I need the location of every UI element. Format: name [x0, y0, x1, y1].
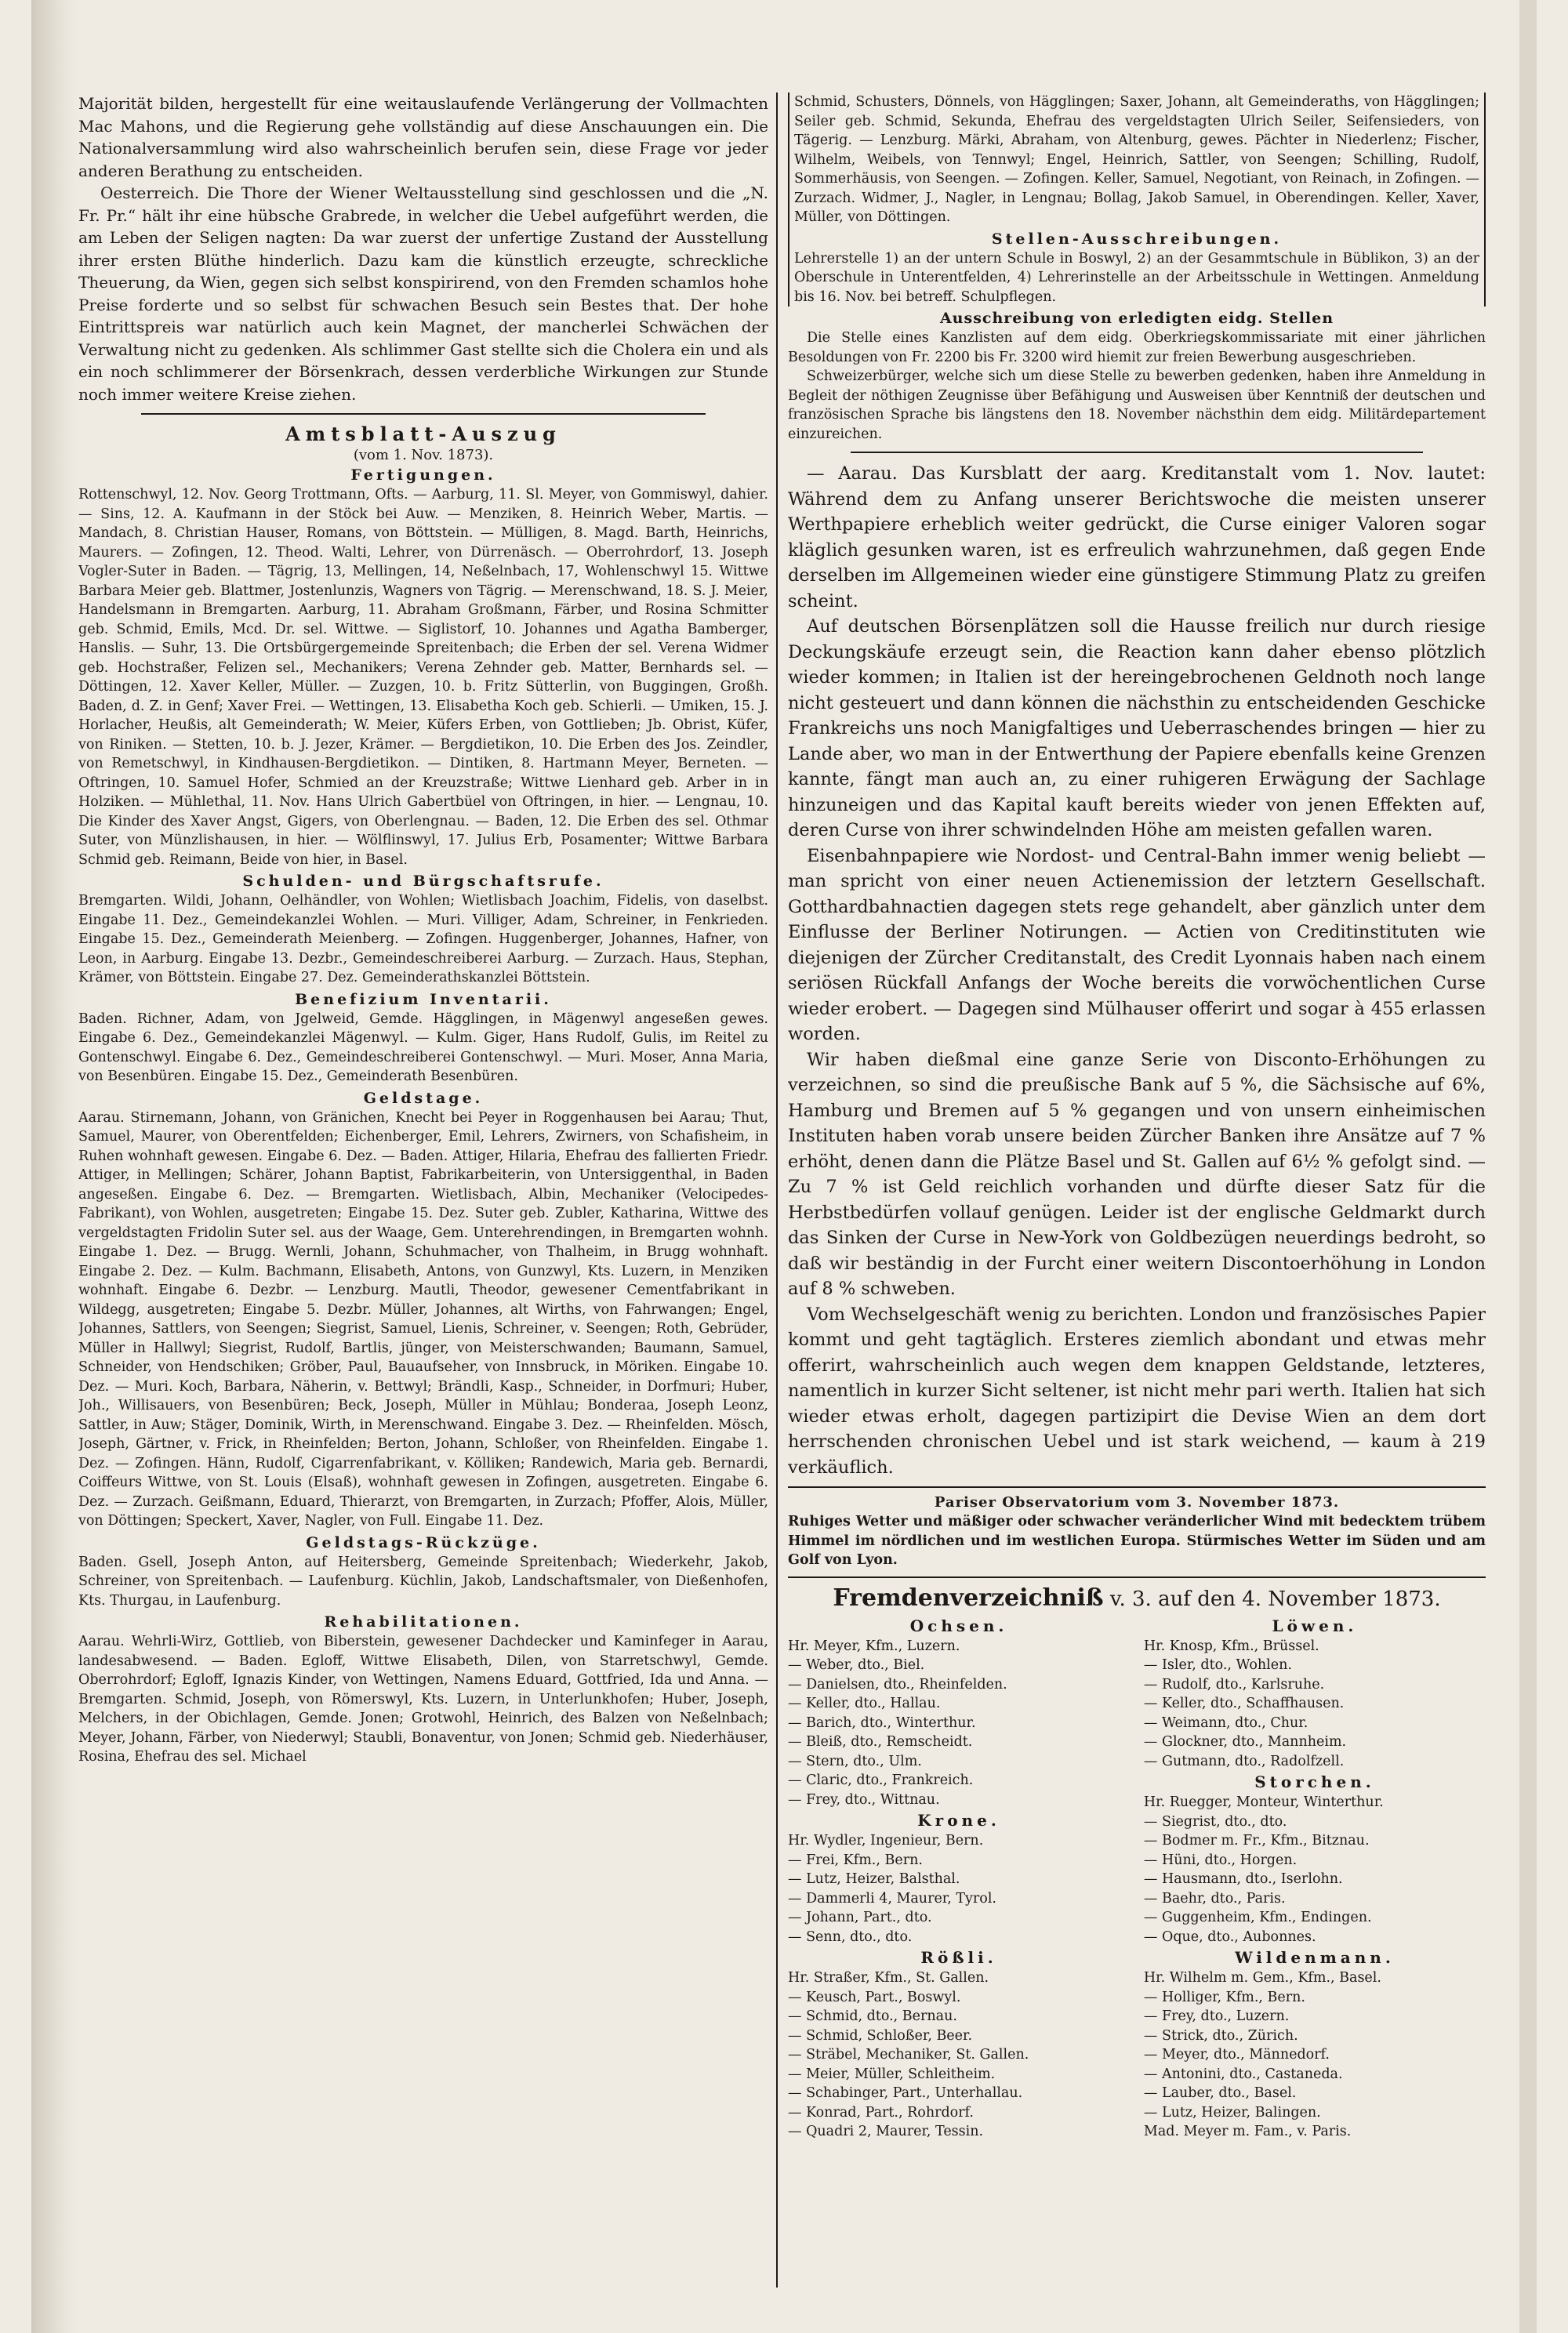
guest-entry: — Lauber, dto., Basel.: [1143, 2085, 1297, 2101]
hotel-loewen: [1144, 1616, 1486, 1772]
stellen-text: Lehrerstelle 1) an der untern Schule in Boswyl, 2) an der Gesammtschule in Büblikon, 3) an der Oberschule in Unterentfelden, 4) Lehrerinstelle an der Arbeitsschule in Wettingen. Anmeldung bis 16. Nov. bei betreff. Schulpflegen.: [794, 250, 1479, 305]
schulden-text: Bremgarten. Wildi, Johann, Oelhändler, von Wohlen; Wietlisbach Joachim, Fidelis, von daselbst. Eingabe 11. Dez., Gemeindekanzlei Wohlen. — Muri. Villiger, Adam, Schreiner, in Fenkrieden. Eingabe 15. Dez., Gemeinderath Meienberg. — Zofingen. Huggenberger, Johannes, Hafner, von Leon, in Aarburg. Eingabe 13. Dezbr., Gemeindeschreiberei Aarburg. — Zurzach. Haus, Stephan, Krämer, von Böttstein. Eingabe 27. Dez. Gemeinderathskanzlei Böttstein.: [78, 893, 768, 985]
guest-entry: — Baehr, dto., Paris.: [1143, 1890, 1286, 1907]
guest-entry: — Senn, dto., dto.: [788, 1928, 913, 1945]
benefizium-text: Baden. Richner, Adam, von Jgelweid, Gemde. Hägglingen, in Mägenwyl angeseßen gewes. Eingabe 6. Dez., Gemeindekanzlei Mägenwyl. — Kulm. Giger, Hans Rudolf, Gulis, im Reitel zu Gontenschwyl. Eingabe 6. Dez., Gemeindeschreiberei Gontenschwyl. — Muri. Moser, Anna Maria, von Besenbüren. Eingabe 15. Dez., Gemeinderath Besenbüren.: [78, 1010, 768, 1084]
guest-entry: Mad. Meyer m. Fam., v. Paris.: [1143, 2124, 1352, 2139]
guest-entry: — Holliger, Kfm., Bern.: [1143, 1989, 1305, 2005]
eidg-stellen-heading: Ausschreibung von erledigten eidg. Stellen: [939, 310, 1334, 327]
guest-entry: — Gutmann, dto., Radolfzell.: [1143, 1753, 1345, 1769]
guest-entry: — Siegrist, dto., dto.: [1143, 1813, 1287, 1830]
hotel-ochsen: [788, 1616, 1130, 1810]
hotel-roessli: [788, 1948, 1130, 2142]
rehabilitationen-heading: Rehabilitationen.: [324, 1613, 523, 1631]
guest-entry: — Bleiß, dto., Remscheidt.: [788, 1734, 973, 1750]
guest-entry: — Strick, dto., Zürich.: [1143, 2027, 1298, 2044]
fremdenverzeichnis-title: [788, 1584, 1486, 1612]
guest-entry: — Danielsen, dto., Rheinfelden.: [788, 1676, 1007, 1693]
geldstage-text: Aarau. Stirnemann, Johann, von Gränichen, Knecht bei Peyer in Roggenhausen bei Aarau; Thut, Samuel, Maurer, von Oberentfelden; Eichenberger, Emil, Lehrers, Zwirners, von Schafisheim, in Ruhen wohnhaft gewesen. Eingabe 6. Dez. — Baden. Attiger, Hilaria, Ehefrau des fallierten Friedr. Attiger, in Mellingen; Schärer, Johann Baptist, Fabrikarbeiterin, von Untersiggenthal, in Baden angeseßen. Eingabe 6. Dez. — Bremgarten. Wietlisbach, Albin, Mechaniker (Velocipedes-Fabrikant), von Wohlen, ausgetreten; Eingabe 15. Dez. Suter geb. Zubler, Katharina, Wittwe des vergeldstagten Fridolin Suter sel. aus der Waage, Gem. Unterehrendingen, in Bremgarten wohnh. Eingabe 1. Dez. — Brugg. Wernli, Johann, Schuhmacher, von Thalheim, in Brugg wohnhaft. Eingabe 2. Dez. — Kulm. Bachmann, Elisabeth, Antons, von Gunzwyl, Kts. Luzern, in Menziken wohnhaft. Eingabe 6. Dezbr. — Lenzburg. Mautli, Theodor, gewesener Cementfabrikant in Wildegg, ausgetreten; Eingabe 5. Dezbr. Müller, Johannes, alt Wirths, von Fahrwangen; Engel, Johannes, Sattlers, von Seengen; Siegrist, Samuel, Lienis, Schreiner, v. Seengen; Roth, Gebrüder, Müller in Hallwyl; Siegrist, Rudolf, Bartlis, jünger, von Meisterschwanden; Baumann, Samuel, Schneider, von Hendschiken; Gröber, Paul, Bauaufseher, von Innsbruck, in Möriken. Eingabe 10. Dez. — Muri. Koch, Barbara, Näherin, v. Bettwyl; Brändli, Kasp., Schneider, in Dorfmuri; Huber, Joh., Willisauers, von Besenbüren; Beck, Joseph, Müller in Mühlau; Bonderaa, Joseph Leonz, Sattler, in Auw; Stäger, Dominik, Wirth, in Merenschwand. Eingabe 3. Dez. — Rheinfelden. Mösch, Joseph, Gärtner, v. Frick, in Rheinfelden; Berton, Johann, Schloßer, von Rheinfelden. Eingabe 1. Dez. — Zofingen. Hänn, Rudolf, Cigarrenfabrikant, v. Kölliken; Randewich, Maria geb. Bernardi, Coiffeurs Wittwe, von St. Louis (Elsaß), wohnhaft gewesen in Zofingen, ausgetreten. Eingabe 6. Dez. — Zurzach. Geißmann, Eduard, Thierarzt, von Bremgarten, in Zurzach; Pfoffer, Alois, Müller, von Döttingen; Speckert, Xaver, Nagler, von Full. Eingabe 11. Dez.: [78, 1109, 768, 1529]
stellen-heading: Stellen-Ausschreibungen.: [991, 230, 1283, 248]
guest-entry: — Frey, dto., Wittnau.: [788, 1791, 940, 1808]
rueckzuege-text: Baden. Gsell, Joseph Anton, auf Heitersberg, Gemeinde Spreitenbach; Wiederkehr, Jakob, Schreiner, von Spreitenbach. — Laufenburg. Küchlin, Jakob, Landschaftsmaler, von Dießenhofen, Kts. Thurgau, in Laufenburg.: [78, 1554, 768, 1609]
guest-entry: — Isler, dto., Wohlen.: [1143, 1657, 1292, 1673]
hotel-name: Löwen.: [1272, 1616, 1358, 1635]
guest-entry: — Schmid, Schloßer, Beer.: [788, 2027, 973, 2044]
guest-entry: — Lutz, Heizer, Balsthal.: [788, 1871, 960, 1887]
guest-list-right: [1144, 1615, 1486, 2142]
hotel-name: Wildenmann.: [1235, 1948, 1395, 1967]
fremdenverzeichnis-date: v. 3. auf den 4. November 1873.: [1103, 1587, 1441, 1611]
hotel-name: Storchen.: [1254, 1772, 1375, 1791]
guest-entry: — Frei, Kfm., Bern.: [788, 1852, 923, 1868]
intro-paragraph: Majorität bilden, hergestellt für eine weitauslaufende Verlängerung der Vollmachten Mac Mahons, und die Regierung gehe vollständig auf diese Anschauungen ein. Die Nationalversammlung wird also wahrscheinlich berufen sein, diese Frage vor jeder anderen Berathung zu entscheiden.: [78, 94, 768, 180]
guest-entry: — Keller, dto., Hallau.: [788, 1696, 941, 1711]
guest-entry: — Claric, dto., Frankreich.: [788, 1772, 974, 1788]
rehabilitationen-text: Aarau. Wehrli-Wirz, Gottlieb, von Biberstein, gewesener Dachdecker und Kaminfeger in Aarau, landesabwesend. — Baden. Egloff, Wittwe Elisabeth, Dilen, von Starretschwyl, Gemde. Oberrohrdorf; Egloff, Ignazis Kinder, von Wettingen, Namens Eduard, Gottfried, Ida und Anna. — Bremgarten. Schmid, Joseph, von Römerswyl, Kts. Luzern, in Unterlunkhofen; Huber, Joseph, Melchers, in der Obichlagen, Gemde. Jonen; Grotwohl, Heinrich, des Balzen von Neßelnbach; Meyer, Johann, Färber, von Niederwyl; Staubli, Bonaventur, von Jonen; Schmid geb. Niederhäuser, Rosina, Ehefrau des sel. Michael: [78, 1634, 768, 1765]
kursblatt-paragraph-5: Vom Wechselgeschäft wenig zu berichten. London und französisches Papier kommt und geht tagtäglich. Ersteres ziemlich abondant und etwas mehr offerirt, wahrscheinlich auch wegen dem knappen Geldstande, letzteres, namentlich in kurzer Sicht seltener, ist nicht mehr pari werth. Italien hat sich wieder etwas erholt, dagegen partizipirt die Devise Wien an dem dort herrschenden chronischen Uebel und ist stark weichend, — kaum à 219 verkäuflich.: [788, 1304, 1486, 1478]
guest-entry: Hr. Wilhelm m. Gem., Kfm., Basel.: [1143, 1970, 1381, 1986]
guest-entry: — Johann, Part., dto.: [788, 1910, 932, 1925]
hotel-name: Ochsen.: [909, 1616, 1008, 1635]
guest-entry: — Weber, dto., Biel.: [788, 1657, 925, 1673]
pariser-text: Ruhiges Wetter und mäßiger oder schwacher veränderlicher Wind mit bedecktem trübem Himmel im nördlichen und im westlichen Europa. Stürmisches Wetter im Süden und am Golf von Lyon.: [788, 1514, 1486, 1568]
guest-entry: — Hausmann, dto., Iserlohn.: [1143, 1871, 1343, 1887]
hotel-storchen: [1144, 1772, 1486, 1947]
kursblatt-paragraph-4: Wir haben dießmal eine ganze Serie von Disconto-Erhöhungen zu verzeichnen, so sind die preußische Bank auf 5 %, die Sächsische auf 6%, Hamburg und Bremen auf 5 % gegangen und von unsern einheimischen Instituten haben vorab unsere beiden Zürcher Banken ihre Ansätze auf 7 % erhöht, denen dann die Plätze Basel und St. Gallen auf 6½ % gefolgt sind. — Zu 7 % ist Geld reichlich vorhanden und dürfte dieser Satz für die Herbstbedürfen vollauf genügen. Leider ist der englische Geldmarkt durch das Sinken der Curse in New-York von Goldbezügen neuerdings bedroht, so daß wir beständig in der Furcht einer weitern Discontoerhöhung in London auf 8 % schweben.: [788, 1049, 1486, 1299]
guest-entry: — Frey, dto., Luzern.: [1143, 2008, 1290, 2024]
fertigungen-heading: Fertigungen.: [350, 466, 496, 484]
guest-entry: — Oque, dto., Aubonnes.: [1143, 1928, 1316, 1945]
guest-list: [788, 1615, 1486, 2142]
hotel-name: Krone.: [917, 1811, 1000, 1830]
hotel-wildenmann: [1144, 1948, 1486, 2142]
guest-list-left: [788, 1615, 1130, 2142]
guest-entry: Hr. Meyer, Kfm., Luzern.: [788, 1638, 960, 1654]
geldstage-heading: Geldstage.: [363, 1089, 484, 1107]
guest-entry: Hr. Ruegger, Monteur, Winterthur.: [1143, 1794, 1384, 1810]
right-column: [788, 93, 1486, 2303]
guest-entry: — Meier, Müller, Schleitheim.: [788, 2066, 996, 2082]
guest-entry: — Weimann, dto., Chur.: [1143, 1714, 1308, 1731]
pariser-bottom-rule: [788, 1576, 1486, 1578]
guest-entry: — Keusch, Part., Boswyl.: [788, 1989, 961, 2005]
schulden-heading: Schulden- und Bürgschaftsrufe.: [242, 873, 604, 890]
guest-entry: — Keller, dto., Schaffhausen.: [1143, 1696, 1345, 1711]
pariser-top-rule: [788, 1486, 1486, 1488]
amtsblatt-continued-box: [788, 93, 1486, 307]
guest-entry: — Lutz, Heizer, Balingen.: [1143, 2104, 1321, 2121]
kursblatt-paragraph-2: Auf deutschen Börsenplätzen soll die Hausse freilich nur durch riesige Deckungskäufe erzeugt sein, die Reaction kann daher ebenso plötzlich wieder kommen; in Italien ist der hereingebrochenen Geldnoth noch lange nicht gesteuert und dann können die nächsthin zu entscheidenden Geschicke Frankreichs uns noch Manigfaltiges und Ueberraschendes bringen — hier zu Lande aber, wo man in der Entwerthung der Papiere ebenfalls keine Grenzen kannte, fängt man auch an, zu einer ruhigeren Erwägung der Sachlage hinzuneigen und das Kapital kauft bereits wieder von jenen Effekten auf, deren Curse von ihrer schwindelnden Höhe am meisten gefallen waren.: [788, 616, 1486, 840]
guest-entry: — Antonini, dto., Castaneda.: [1143, 2066, 1343, 2082]
section-divider-2: [851, 452, 1423, 453]
kursblatt-paragraph-3: Eisenbahnpapiere wie Nordost- und Central-Bahn immer wenig beliebt — man spricht von einer neuen Actienemission der letztern Gesellschaft. Gotthardbahnactien dagegen stets rege gehandelt, aber gänzlich unter dem Einflusse der Berliner Notirungen. — Actien von Creditinstituten wie diejenigen der Zürcher Creditanstalt, des Credit Lyonnais haben nach einem seriösen Rückfall Anfangs der Woche bereits die vorwöchentlichen Curse wieder erobert. — Dagegen sind Mülhauser offerirt und sogar à 455 erlassen worden.: [788, 845, 1486, 1044]
guest-entry: Hr. Knosp, Kfm., Brüssel.: [1143, 1638, 1319, 1654]
hotel-name: Rößli.: [920, 1948, 997, 1967]
guest-entry: — Konrad, Part., Rohrdorf.: [788, 2104, 974, 2121]
hotel-krone: [788, 1811, 1130, 1947]
page-edge: [1519, 0, 1537, 2333]
eidg-text-1: Die Stelle eines Kanzlisten auf dem eidg. Oberkriegskommissariate mit einer jährlichen Besoldungen von Fr. 2200 bis Fr. 3200 wird hiemit zur freien Bewerbung ausgeschrieben.: [788, 330, 1486, 365]
guest-entry: — Hüni, dto., Horgen.: [1143, 1852, 1298, 1868]
column-rule: [776, 93, 778, 2288]
guest-entry: — Guggenheim, Kfm., Endingen.: [1143, 1910, 1372, 1925]
guest-entry: — Sträbel, Mechaniker, St. Gallen.: [788, 2047, 1029, 2063]
guest-entry: — Glockner, dto., Mannheim.: [1143, 1734, 1347, 1750]
section-divider: [141, 413, 706, 415]
guest-entry: — Quadri 2, Maurer, Tessin.: [788, 2124, 984, 2139]
oesterreich-paragraph: Oesterreich. Die Thore der Wiener Weltausstellung sind geschlossen und die „N. Fr. Pr.“ hält ihr eine hübsche Grabrede, in welcher die Uebel aufgeführt werden, die am Leben der Seligen nagten: Da war zuerst der unfertige Zustand der Ausstellung ihrer ersten Blüthe hinderlich. Dazu kam die künstlich erzeugte, schreckliche Theuerung, da Wien, gegen sich selbst konspirirend, von den Fremden schamlos hohe Preise forderte und so selbst für schwachen Besuch sein Bestes that. Der hohe Eintrittspreis war natürlich auch kein Magnet, der mancherlei Schwächen der Verwaltung nicht zu gedenken. Als schlimmer Gast stellte sich die Cholera ein und als ein noch schlimmerer der Börsenkrach, dessen verderbliche Wirkungen zur Stunde noch immer weitere Kreise ziehen.: [78, 183, 768, 404]
amtsblatt-title: Amtsblatt-Auszug: [285, 423, 561, 445]
benefizium-heading: Benefizium Inventarii.: [295, 990, 552, 1008]
continued-text: Schmid, Schusters, Dönnels, von Hägglingen; Saxer, Johann, alt Gemeinderaths, von Hägglingen; Seiler geb. Schmid, Sekunda, Ehefrau des vergeldstagten Ulrich Seiler, Seifensieders, von Tägerig. — Lenzburg. Märki, Abraham, von Altenburg, gewes. Pächter in Niederlenz; Fischer, Wilhelm, Weibels, von Tennwyl; Engel, Heinrich, Sattler, von Seengen; Schilling, Rudolf, Sommerhäusis, von Seengen. — Zofingen. Keller, Samuel, Negotiant, von Reinach, in Zofingen. — Zurzach. Widmer, J., Nagler, in Lengnau; Bollag, Jakob Samuel, in Oberendingen. Keller, Xaver, Müller, von Döttingen.: [794, 94, 1479, 225]
left-column: [78, 93, 768, 2303]
amtsblatt-date: (vom 1. Nov. 1873).: [353, 447, 494, 463]
guest-entry: — Barich, dto., Winterthur.: [788, 1714, 976, 1731]
fertigungen-text: Rottenschwyl, 12. Nov. Georg Trottmann, Ofts. — Aarburg, 11. Sl. Meyer, von Gommiswyl, dahier. — Sins, 12. A. Kaufmann in der Stöck bei Auw. — Menziken, 8. Heinrich Weber, Martis. — Mandach, 8. Christian Hauser, Romans, von Böttstein. — Mülligen, 8. Magd. Barth, Heinrichs, Maurers. — Zofingen, 12. Theod. Walti, Lehrer, von Dürrenäsch. — Oberrohrdorf, 13. Joseph Vogler-Suter in Baden. — Tägrig, 13, Mellingen, 14, Neßelnbach, 17, Wohlenschwyl 15. Wittwe Barbara Meier geb. Blattmer, Jostenlunzis, Wagners von Tägrig. — Merenschwand, 18. S. J. Meier, Handelsmann in Bremgarten. Aarburg, 11. Abraham Großmann, Färber, und Rosina Schmitter geb. Schmid, Emils, Mcd. Dr. sel. Wittwe. — Siglistorf, 10. Johannes und Agatha Bamberger, Hanslis. — Suhr, 13. Die Ortsbürgergemeinde Spreitenbach; die Erben der sel. Verena Widmer geb. Hochstraßer, Felizen sel., Mechanikers; Verena Zehnder geb. Matter, Bernhards sel. — Döttingen, 12. Xaver Keller, Müller. — Zuzgen, 10. b. Fritz Sütterlin, von Buggingen, Großh. Baden, d. Z. in Genf; Xaver Frei. — Wettingen, 13. Elisabetha Koch geb. Schierli. — Umiken, 15. J. Horlacher, Heußis, alt Gemeinderath; W. Meier, Küfers Erben, von Gottlieben; Jb. Obrist, Küfer, von Riniken. — Stetten, 10. b. J. Jezer, Krämer. — Bergdietikon, 10. Die Erben des Jos. Zeindler, von Remetschwyl, in Kindhausen-Bergdietikon. — Dintiken, 8. Hartmann Meyer, Berneten. — Oftringen, 10. Samuel Hofer, Schmied an der Kreuzstraße; Wittwe Lienhard geb. Arber in in Holziken. — Mühlethal, 11. Nov. Hans Ulrich Gabertbüel von Oftringen, in hier. — Lengnau, 10. Die Kinder des Xaver Angst, Gigers, von Oberlengnau. — Baden, 12. Die Erben des sel. Othmar Suter, von Münzlishausen, in hier. — Wölflinswyl, 17. Julius Erb, Posamenter; Wittwe Barbara Schmid geb. Reimann, Beide von hier, in Basel.: [78, 487, 768, 868]
eidg-text-2: Schweizerbürger, welche sich um diese Stelle zu bewerben gedenken, haben ihre Anmeldung in Begleit der nöthigen Zeugnisse über Befähigung und Ausweisen über Kenntniß der deutschen und französischen Sprache bis längstens den 18. November nächsthin dem eidg. Militärdepartement einzureichen.: [788, 368, 1486, 442]
newspaper-page: [31, 0, 1537, 2333]
guest-entry: — Stern, dto., Ulm.: [788, 1753, 922, 1769]
guest-entry: — Schabinger, Part., Unterhallau.: [788, 2085, 1023, 2101]
guest-entry: — Bodmer m. Fr., Kfm., Bitznau.: [1143, 1833, 1370, 1849]
guest-entry: — Dammerli 4, Maurer, Tyrol.: [788, 1890, 996, 1907]
guest-entry: Hr. Wydler, Ingenieur, Bern.: [788, 1833, 984, 1849]
kursblatt-paragraph-1: — Aarau. Das Kursblatt der aarg. Kreditanstalt vom 1. Nov. lautet: Während dem zu Anfang unserer Berichtswoche die meisten unserer Werthpapiere erheblich weiter gedrückt, die Curse einiger Valoren sogar kläglich gesunken waren, ist es erfreulich wahrzunehmen, daß gegen Ende derselben im Allgemeinen wieder eine günstigere Stimmung Platz zu greifen scheint.: [788, 463, 1486, 611]
pariser-heading: Pariser Observatorium vom 3. November 1873.: [934, 1494, 1340, 1511]
guest-entry: — Meyer, dto., Männedorf.: [1143, 2047, 1330, 2063]
page-binding-shadow: [31, 0, 77, 2333]
guest-entry: — Schmid, dto., Bernau.: [788, 2008, 957, 2024]
guest-entry: Hr. Straßer, Kfm., St. Gallen.: [788, 1970, 989, 1986]
guest-entry: — Rudolf, dto., Karlsruhe.: [1143, 1676, 1325, 1693]
fremdenverzeichnis-word: Fremdenverzeichniß: [833, 1584, 1104, 1612]
rueckzuege-heading: Geldstags-Rückzüge.: [306, 1533, 541, 1551]
